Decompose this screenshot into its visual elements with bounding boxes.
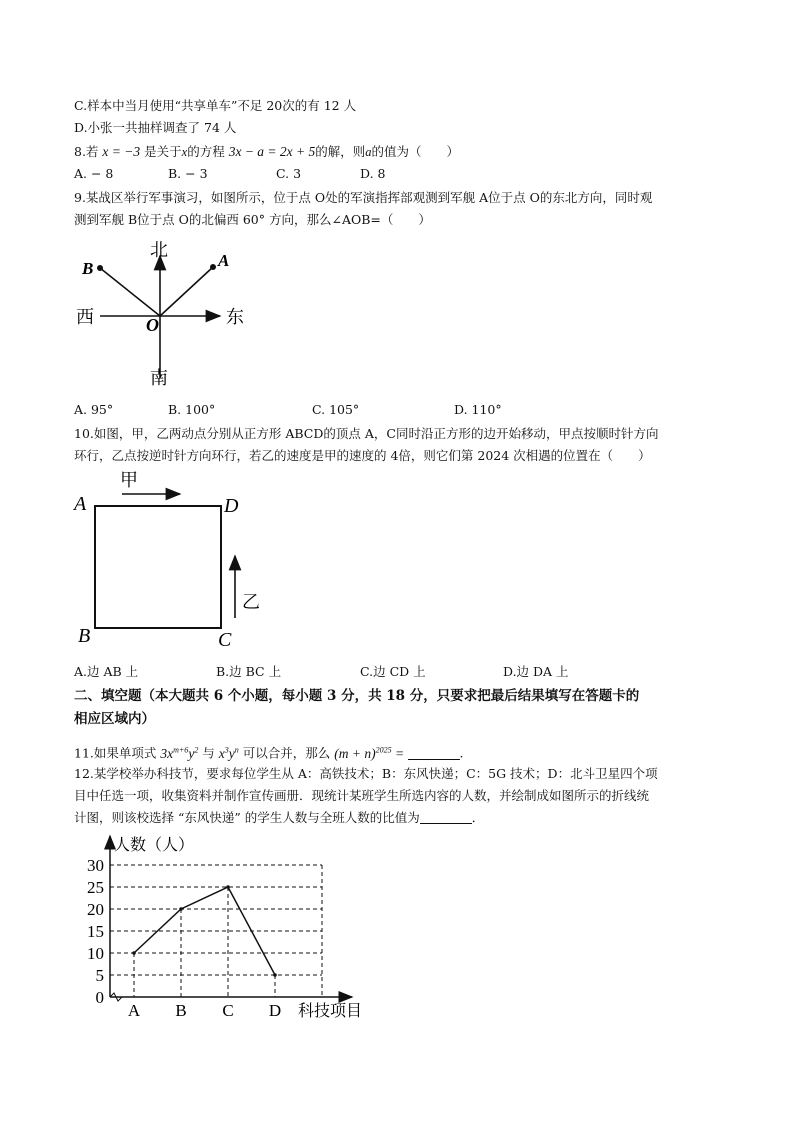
q7-option-d: D.小张一共抽样调查了 74 人	[74, 120, 237, 135]
label-o: O	[146, 315, 159, 335]
y-tick-label: 20	[87, 900, 104, 919]
label-b: B	[82, 259, 94, 278]
q8-text-3: 的解，则	[315, 144, 366, 159]
q11-mid: 可以合并，那么	[242, 745, 331, 761]
label-yi: 乙	[242, 592, 260, 613]
q8-var-x: x	[181, 145, 188, 159]
q7-option-c: C.样本中当月使用“共享单车”不足 20次的有 12 人	[74, 98, 357, 113]
q8-option-a: A. − 8	[74, 166, 114, 181]
data-point	[226, 885, 230, 889]
q10-option-c: C.边 CD 上	[360, 664, 426, 679]
q12-stem-line-1: 12.某学校举办科技节，要求每位学生从 A：高铁技术；B：东风快递；C：5G 技术；D：北斗卫星四个项	[74, 766, 658, 781]
chart-xlabel: 科技项目	[298, 1001, 363, 1020]
q12-stem-line-3	[74, 808, 484, 828]
ray-ob	[100, 268, 160, 316]
q11-answer-blank[interactable]	[408, 745, 460, 760]
label-a: A	[218, 251, 230, 270]
q9-stem-line-2: 测到军舰 B位于点 O的北偏西 60° 方向，那么∠AOB=（ ）	[74, 212, 431, 227]
q12-stem-line-3-end: ．	[471, 810, 485, 825]
section2-heading-line-2: 相应区域内）	[74, 711, 155, 727]
q8-option-b: B. − 3	[168, 166, 208, 181]
data-point	[273, 973, 277, 977]
q8-text-4: 的值为（ ）	[371, 144, 460, 159]
point-b	[97, 265, 103, 271]
q10-option-a: A.边 AB 上	[74, 664, 139, 679]
label-east: 东	[226, 307, 244, 328]
q10-stem-line-2: 环行，乙点按逆时针方向环行，若乙的速度是甲的速度的 4倍，则它们第 2024 次相遇的位置在（ ）	[74, 448, 651, 463]
chart-ylabel: 人数（人）	[114, 835, 195, 854]
q8-text-2: 的方程	[187, 144, 225, 159]
square-abcd	[95, 506, 221, 628]
x-tick-label: D	[268, 1001, 282, 1020]
q8-equation-x: x = −3	[102, 144, 141, 159]
x-tick-label: A	[127, 1001, 141, 1020]
vertex-b: B	[78, 625, 91, 647]
y-tick-label: 0	[95, 988, 104, 1007]
q9-stem-line-1: 9.某战区举行军事演习，如图所示，位于点 O处的军演指挥部观测到军舰 A位于点 O的东北方向，同时观	[74, 190, 653, 205]
q10-square-figure	[70, 468, 270, 658]
x-tick-label: B	[175, 1001, 187, 1020]
q10-stem-line-1: 10.如图，甲，乙两动点分别从正方形 ABCD的顶点 A，C同时沿正方形的边开始移动，甲点按顺时针方向	[74, 426, 659, 441]
data-point	[132, 951, 136, 955]
label-jia: 甲	[120, 470, 138, 491]
q8-text-1: 是关于	[144, 144, 182, 159]
q10-option-d: D.边 DA 上	[503, 664, 569, 679]
q12-stem-line-2: 目中任选一项，收集资料并制作宣传画册．现统计某班学生所选内容的人数，并绘制成如图所示的折线统	[74, 788, 650, 803]
q11-expression: $(m + n)^{2025}$ =	[334, 745, 408, 761]
point-a	[210, 264, 216, 270]
q11-prefix: 11.如果单项式	[74, 745, 157, 761]
y-tick-label: 15	[87, 922, 104, 941]
q12-answer-blank[interactable]	[420, 809, 472, 824]
q8-prefix: 8.若	[74, 144, 99, 159]
vertex-c: C	[218, 629, 232, 651]
chart-grid	[110, 865, 322, 997]
q12-stem-line-3-text: 计图，则该校选择 “东风快递” 的学生人数与全班人数的比值为	[74, 810, 420, 825]
vertex-d: D	[224, 495, 239, 517]
q9-option-a: A. 95°	[74, 402, 114, 417]
q11-term-2: $x^3y^n$	[218, 745, 239, 761]
q11-end: .	[459, 745, 464, 761]
q9-compass-figure	[70, 236, 270, 396]
q8-stem	[74, 142, 459, 162]
q9-option-b: B. 100°	[168, 402, 216, 417]
y-tick-label: 5	[95, 966, 104, 985]
section2-heading-line-1: 二、填空题（本大题共 6 个小题，每小题 3 分，共 18 分，只要求把最后结果填写在答题卡的	[74, 688, 640, 704]
x-tick-label: C	[222, 1001, 234, 1020]
q11-stem	[74, 740, 464, 764]
y-tick-label: 30	[87, 856, 104, 875]
q12-line-chart	[70, 832, 390, 1022]
label-west: 西	[76, 307, 94, 328]
q8-option-c: C. 3	[276, 166, 302, 181]
q8-option-d: D. 8	[360, 166, 386, 181]
chart-tick-labels	[87, 856, 281, 1020]
label-south: 南	[150, 368, 168, 389]
ray-oa	[160, 267, 213, 316]
q11-term-1: $3x^{m+6}y^2$	[160, 745, 199, 761]
label-north: 北	[150, 240, 168, 261]
q8-equation: 3x − a = 2x + 5	[228, 144, 316, 159]
y-tick-label: 10	[87, 944, 104, 963]
vertex-a: A	[74, 493, 87, 515]
y-tick-label: 25	[87, 878, 104, 897]
q11-with: 与	[202, 745, 215, 761]
q9-option-c: C. 105°	[312, 402, 360, 417]
data-point	[179, 907, 183, 911]
q10-option-b: B.边 BC 上	[216, 664, 282, 679]
q8-var-a: a	[365, 145, 372, 159]
q9-option-d: D. 110°	[454, 402, 502, 417]
